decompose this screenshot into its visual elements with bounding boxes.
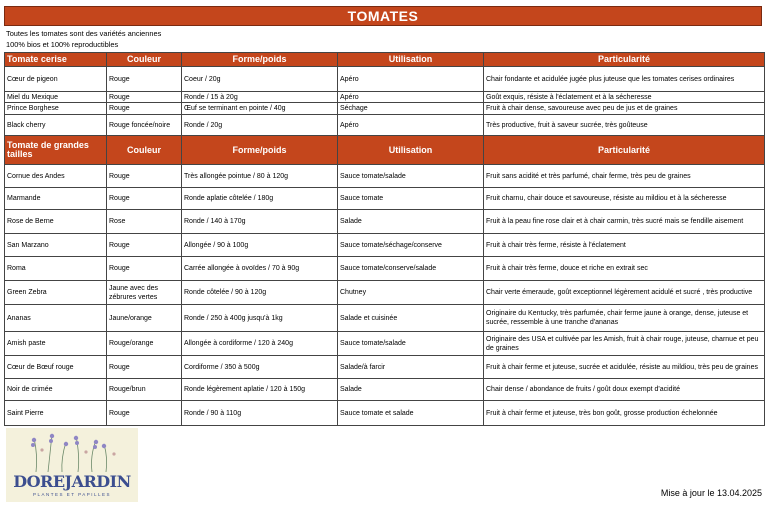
table-row: [5, 67, 765, 92]
color-cell: Rouge/brun: [107, 379, 182, 401]
feature-cell: Fruit à chair très ferme, douce et riche en extrait sec: [484, 257, 765, 281]
variety-cell: Ananas: [5, 305, 107, 332]
variety-cell: Marmande: [5, 188, 107, 210]
table-row: [5, 103, 765, 115]
large-header-color: Couleur: [107, 136, 182, 165]
feature-cell: Fruit à chair dense, savoureuse avec peu de jus et de graines: [484, 103, 765, 115]
large-header-variety: Tomate de grandes tailles: [5, 136, 107, 165]
shape-cell: Cordiforme / 350 à 500g: [182, 356, 338, 379]
use-cell: Sauce tomate/séchage/conserve: [338, 234, 484, 257]
shape-cell: Œuf se terminant en pointe / 40g: [182, 103, 338, 115]
color-cell: Rouge: [107, 234, 182, 257]
cherry-header-feature: Particularité: [484, 53, 765, 67]
color-cell: Rouge: [107, 67, 182, 92]
shape-cell: Très allongée pointue / 80 à 120g: [182, 165, 338, 188]
variety-cell: Noir de crimée: [5, 379, 107, 401]
use-cell: Salade/à farcir: [338, 356, 484, 379]
shape-cell: Ronde / 140 à 170g: [182, 210, 338, 234]
variety-cell: San Marzano: [5, 234, 107, 257]
shape-cell: Ronde / 90 à 110g: [182, 401, 338, 426]
variety-cell: Cœur de pigeon: [5, 67, 107, 92]
shape-cell: Ronde aplatie côtelée / 180g: [182, 188, 338, 210]
variety-cell: Green Zebra: [5, 281, 107, 305]
use-cell: Chutney: [338, 281, 484, 305]
feature-cell: Chair fondante et acidulée jugée plus juteuse que les tomates cerises ordinaires: [484, 67, 765, 92]
logo-name: DOREJARDIN: [13, 472, 131, 491]
table-row: [5, 332, 765, 356]
feature-cell: Originaire des USA et cultivée par les Amish, fruit à chair rouge, juteuse, charnue et peu de graines: [484, 332, 765, 356]
intro-line-1: Toutes les tomates sont des variétés anciennes: [6, 29, 162, 38]
variety-cell: Cœur de Bœuf rouge: [5, 356, 107, 379]
shape-cell: Coeur / 20g: [182, 67, 338, 92]
shape-cell: Allongée à cordiforme / 120 à 240g: [182, 332, 338, 356]
shape-cell: Carrée allongée à ovoïdes / 70 à 90g: [182, 257, 338, 281]
feature-cell: Chair dense / abondance de fruits / goût doux exempt d'acidité: [484, 379, 765, 401]
use-cell: Salade: [338, 210, 484, 234]
table-row: [5, 165, 765, 188]
color-cell: Rose: [107, 210, 182, 234]
color-cell: Rouge: [107, 103, 182, 115]
large-header-row: [5, 136, 765, 165]
variety-cell: Miel du Mexique: [5, 92, 107, 103]
use-cell: Sauce tomate/conserve/salade: [338, 257, 484, 281]
use-cell: Sauce tomate/salade: [338, 332, 484, 356]
shape-cell: Ronde / 20g: [182, 115, 338, 136]
table-row: [5, 257, 765, 281]
color-cell: Rouge: [107, 165, 182, 188]
shape-cell: Ronde côtelée / 90 à 120g: [182, 281, 338, 305]
variety-cell: Black cherry: [5, 115, 107, 136]
cherry-header-shape: Forme/poids: [182, 53, 338, 67]
variety-cell: Rose de Berne: [5, 210, 107, 234]
feature-cell: Fruit à chair très ferme, résiste à l'éclatement: [484, 234, 765, 257]
feature-cell: Fruit à la peau fine rose clair et à chair carmin, très sucré mais se fendille aisement: [484, 210, 765, 234]
table-row: [5, 281, 765, 305]
shape-cell: Ronde / 15 à 20g: [182, 92, 338, 103]
feature-cell: Très productive, fruit à saveur sucrée, très goûteuse: [484, 115, 765, 136]
update-date: Mise à jour le 13.04.2025: [660, 488, 762, 498]
feature-cell: Fruit charnu, chair douce et savoureuse, résiste au mildiou et à la sécheresse: [484, 188, 765, 210]
color-cell: Jaune/orange: [107, 305, 182, 332]
table-row: [5, 379, 765, 401]
table-row: [5, 115, 765, 136]
use-cell: Apéro: [338, 92, 484, 103]
variety-cell: Amish paste: [5, 332, 107, 356]
table-row: [5, 188, 765, 210]
cherry-header-row: [5, 53, 765, 67]
shape-cell: Allongée / 90 à 100g: [182, 234, 338, 257]
shape-cell: Ronde / 250 à 400g jusqu'à 1kg: [182, 305, 338, 332]
cherry-header-use: Utilisation: [338, 53, 484, 67]
feature-cell: Fruit à chair ferme et juteuse, sucrée et acidulée, résiste au mildiou, très peu de graines: [484, 356, 765, 379]
table-row: [5, 401, 765, 426]
color-cell: Rouge: [107, 401, 182, 426]
use-cell: Sauce tomate: [338, 188, 484, 210]
feature-cell: Fruit à chair ferme et juteuse, très bon goût, grosse production échelonnée: [484, 401, 765, 426]
color-cell: Rouge: [107, 257, 182, 281]
color-cell: Rouge: [107, 92, 182, 103]
use-cell: Sauce tomate/salade: [338, 165, 484, 188]
use-cell: Salade et cuisinée: [338, 305, 484, 332]
use-cell: Apéro: [338, 115, 484, 136]
feature-cell: Chair verte émeraude, goût exceptionnel légèrement acidulé et sucré , très productive: [484, 281, 765, 305]
feature-cell: Originaire du Kentucky, très parfumée, chair ferme jaune à orange, dense, juteuse et sucrée, ressemble à une tranche d'ananas: [484, 305, 765, 332]
color-cell: Rouge/orange: [107, 332, 182, 356]
color-cell: Rouge foncée/noire: [107, 115, 182, 136]
table-row: [5, 234, 765, 257]
large-header-use: Utilisation: [338, 136, 484, 165]
logo-tagline: PLANTES ET PAPILLES: [32, 492, 112, 497]
use-cell: Séchage: [338, 103, 484, 115]
variety-cell: Saint Pierre: [5, 401, 107, 426]
tomato-table: [4, 52, 765, 426]
feature-cell: Goût exquis, résiste à l'éclatement et à la sécheresse: [484, 92, 765, 103]
use-cell: Apéro: [338, 67, 484, 92]
table-row: [5, 210, 765, 234]
shape-cell: Ronde légèrement aplatie / 120 à 150g: [182, 379, 338, 401]
table-row: [5, 305, 765, 332]
color-cell: Rouge: [107, 356, 182, 379]
large-header-shape: Forme/poids: [182, 136, 338, 165]
variety-cell: Cornue des Andes: [5, 165, 107, 188]
color-cell: Jaune avec des zébrures vertes: [107, 281, 182, 305]
variety-cell: Roma: [5, 257, 107, 281]
large-header-feature: Particularité: [484, 136, 765, 165]
variety-cell: Prince Borghese: [5, 103, 107, 115]
cherry-header-color: Couleur: [107, 53, 182, 67]
use-cell: Sauce tomate et salade: [338, 401, 484, 426]
table-row: [5, 92, 765, 103]
page-title: TOMATES: [4, 6, 762, 26]
table-row: [5, 356, 765, 379]
use-cell: Salade: [338, 379, 484, 401]
cherry-header-variety: Tomate cerise: [5, 53, 107, 67]
intro: [6, 29, 161, 50]
intro-line-2: 100% bios et 100% reproductibles: [6, 39, 119, 49]
logo: [6, 428, 138, 502]
feature-cell: Fruit sans acidité et très parfumé, chair ferme, très peu de graines: [484, 165, 765, 188]
color-cell: Rouge: [107, 188, 182, 210]
